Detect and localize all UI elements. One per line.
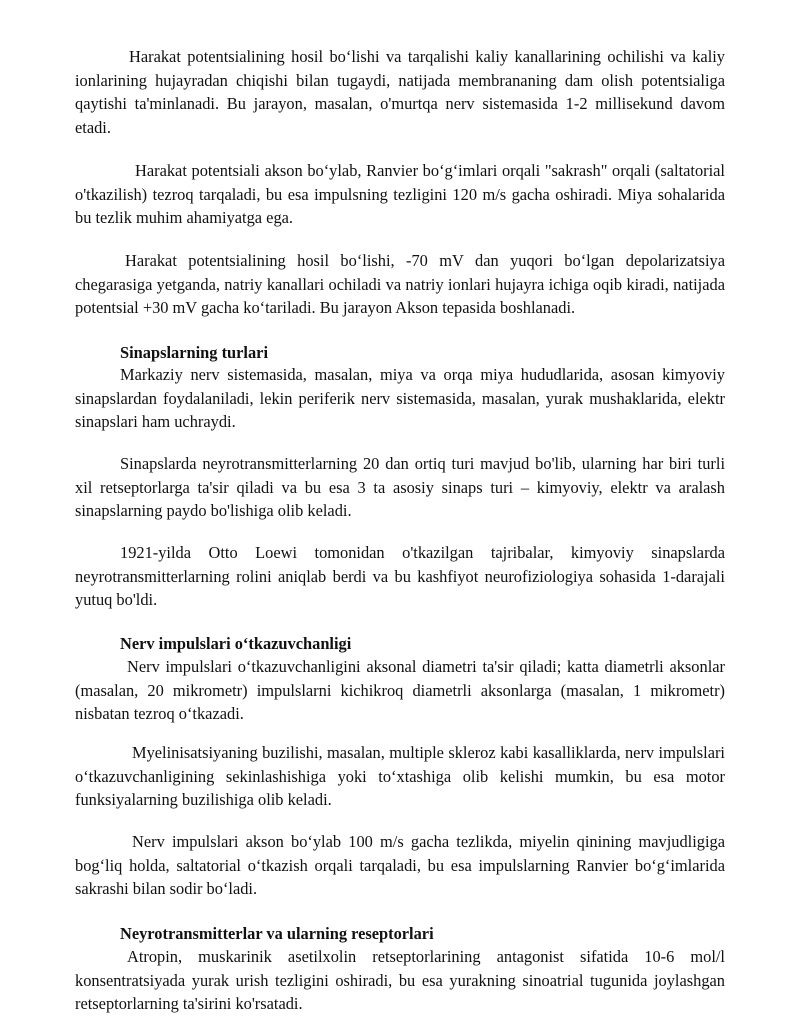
paragraph-10 [75,945,725,1016]
paragraph-7 [75,655,725,726]
paragraph-6 [75,541,725,612]
paragraph-1 [75,45,725,139]
paragraph-text: Nerv impulslari akson bo‘ylab 100 m/s gacha tezlikda, miyelin qinining mavjudligiga bog‘liq holda, saltatorial o‘tkazish orqali tarqaladi, bu esa impulslarning Ranvier bo‘g‘imlarida sakrashi bilan sodir bo‘ladi. [75,832,725,899]
section-heading-synapse-types: Sinapslarning turlari [120,343,269,362]
paragraph-text: Nerv impulslari o‘tkazuvchanligini aksonal diametri ta'sir qiladi; katta diametrli aksonlar (masalan, 20 mikrometr) impulslarni kichikroq diametrli aksonlarga (masalan, 1 mikrometr) nisbatan tezroq o‘tkazadi. [75,657,725,724]
paragraph-text: 1921-yilda Otto Loewi tomonidan o'tkazilgan tajribalar, kimyoviy sinapslarda neyrotransmitterlarning rolini aniqlab berdi va bu kashfiyot neurofiziologiya sohasida 1-darajali yutuq bo'ldi. [75,543,725,610]
paragraph-2 [75,159,725,230]
paragraph-text: Markaziy nerv sistemasida, masalan, miya va orqa miya hududlarida, asosan kimyoviy sinapslardan foydalaniladi, lekin periferik nerv sistemasida, masalan, yurak mushaklarida, elektr sinapslari ham uchraydi. [75,365,725,432]
paragraph-text: Atropin, muskarinik asetilxolin retseptorlarining antagonist sifatida 10-6 mol/l konsentratsiyada yurak urish tezligini oshiradi, bu esa yurakning sinoatrial tugunida joylashgan retseptorlarning ta'sirini ko'rsatadi. [75,947,725,1014]
paragraph-8 [75,741,725,812]
paragraph-text: Harakat potentsiali akson bo‘ylab, Ranvier bo‘g‘imlari orqali "sakrash" orqali (saltatorial o'tkazilish) tezroq tarqaladi, bu esa impulsning tezligini 120 m/s gacha oshiradi. Miya sohalarida bu tezlik muhim ahamiyatga ega. [75,161,725,228]
paragraph-3 [75,249,725,320]
paragraph-text: Sinapslarda neyrotransmitterlarning 20 dan ortiq turi mavjud bo'lib, ularning har biri turli xil retseptorlarga ta'sir qiladi va bu esa 3 ta asosiy sinaps turi – kimyoviy, elektr va aralash sinapslarning paydo bo'lishiga olib keladi. [75,454,725,521]
section-heading-nerve-conduction: Nerv impulslari o‘tkazuvchanligi [120,634,352,653]
section-heading-neurotransmitters: Neyrotransmitterlar va ularning reseptorlari [120,924,434,943]
paragraph-text: Myelinisatsiyaning buzilishi, masalan, multiple skleroz kabi kasalliklarda, nerv impulslari o‘tkazuvchanligining sekinlashishiga yoki to‘xtashiga olib kelishi mumkin, bu esa motor funksiyalarning buzilishiga olib keladi. [75,743,725,810]
paragraph-text: Harakat potentsialining hosil bo‘lishi va tarqalishi kaliy kanallarining ochilishi va kaliy ionlarining hujayradan chiqishi bilan tugaydi, natijada membrananing dam olish potentsialiga qaytishi ta'minlanadi. Bu jarayon, masalan, o'murtqa nerv sistemasida 1-2 millisekund davom etadi. [75,47,725,137]
paragraph-5 [75,452,725,523]
paragraph-text: Harakat potentsialining hosil bo‘lishi, -70 mV dan yuqori bo‘lgan depolarizatsiya chegarasiga yetganda, natriy kanallari ochiladi va natriy ionlari hujayra ichiga oqib kiradi, natijada potentsial +30 mV gacha ko‘tariladi. Bu jarayon Akson tepasida boshlanadi. [75,251,725,318]
paragraph-4 [75,363,725,434]
paragraph-9 [75,830,725,901]
